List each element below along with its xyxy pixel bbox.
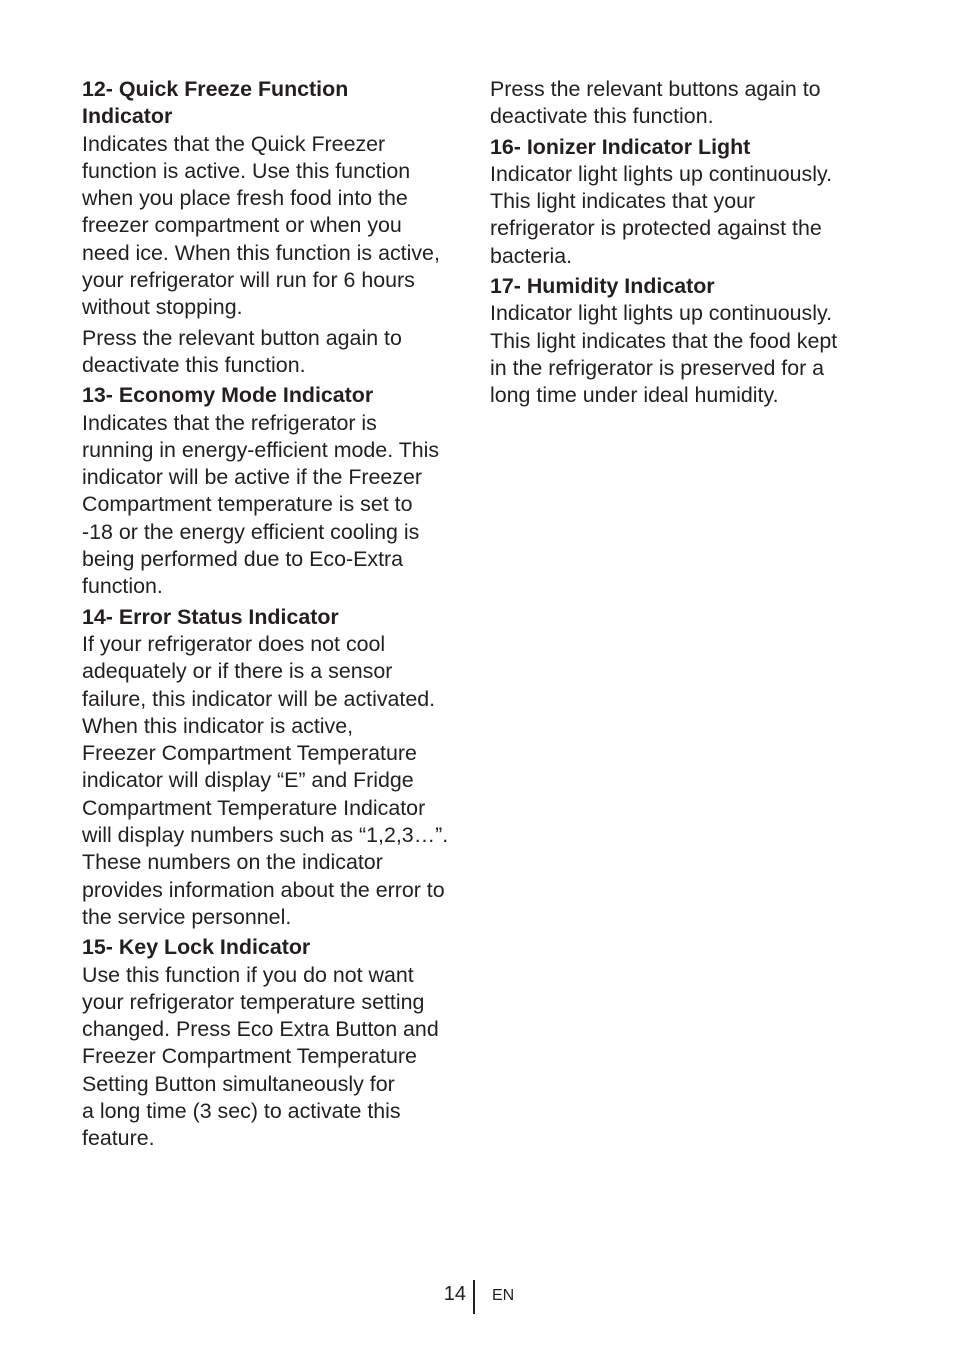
section-ionizer (490, 134, 860, 270)
footer-divider (473, 1280, 475, 1314)
language-code: EN (492, 1287, 515, 1304)
page-footer (0, 1280, 954, 1314)
section-quick-freeze (82, 76, 467, 379)
section-paragraph: Indicator light lights up continuously. This light indicates that your refrigerator is protected against the bacteria. (490, 161, 833, 268)
section-heading: 12- Quick Freeze Function Indicator (82, 77, 349, 129)
continued-paragraph: Press the relevant buttons again to deactivate this function. (490, 77, 821, 129)
section-paragraph: Indicates that the Quick Freezer function is active. Use this function when you place fresh food into the freezer compartment or when you need ice. When this function is active, your refrigerator will run for 6 hours without stopping. (82, 131, 440, 320)
section-paragraph: Indicates that the refrigerator is running in energy-efficient mode. This indicator will be active if the Freezer Compartment temperature is set to -18 or the energy efficient cooling is being performed due to Eco-Extra function. (82, 410, 440, 599)
section-heading: 16- Ionizer Indicator Light (490, 134, 751, 159)
section-paragraph: If your refrigerator does not cool adequately or if there is a sensor failure, this indicator will be activated. When this indicator is active, Freezer Compartment Temperature indicator will display “E” and Fridge Compartment Temperature Indicator will display numbers such as “1,2,3…”. These numbers on the indicator provides information about the error to the service personnel. (82, 631, 449, 929)
section-heading: 17- Humidity Indicator (490, 274, 715, 299)
section-heading: 15- Key Lock Indicator (82, 935, 311, 960)
section-paragraph: Indicator light lights up continuously. This light indicates that the food kept in the refrigerator is preserved for a long time under ideal humidity. (490, 301, 838, 408)
section-humidity (490, 273, 860, 409)
section-paragraph: Press the relevant button again to deactivate this function. (82, 325, 402, 377)
section-heading: 14- Error Status Indicator (82, 604, 339, 629)
section-error-status (82, 604, 467, 932)
right-column (490, 76, 860, 413)
section-economy-mode (82, 382, 467, 600)
page-number: 14 (443, 1283, 466, 1305)
section-heading: 13- Economy Mode Indicator (82, 383, 374, 408)
left-column (82, 76, 467, 1156)
section-paragraph: Use this function if you do not want your refrigerator temperature setting changed. Press Eco Extra Button and Freezer Compartment Temperature Setting Button simultaneously for a long time (3 sec) to activate this feature. (82, 962, 439, 1151)
section-key-lock (82, 934, 467, 1152)
